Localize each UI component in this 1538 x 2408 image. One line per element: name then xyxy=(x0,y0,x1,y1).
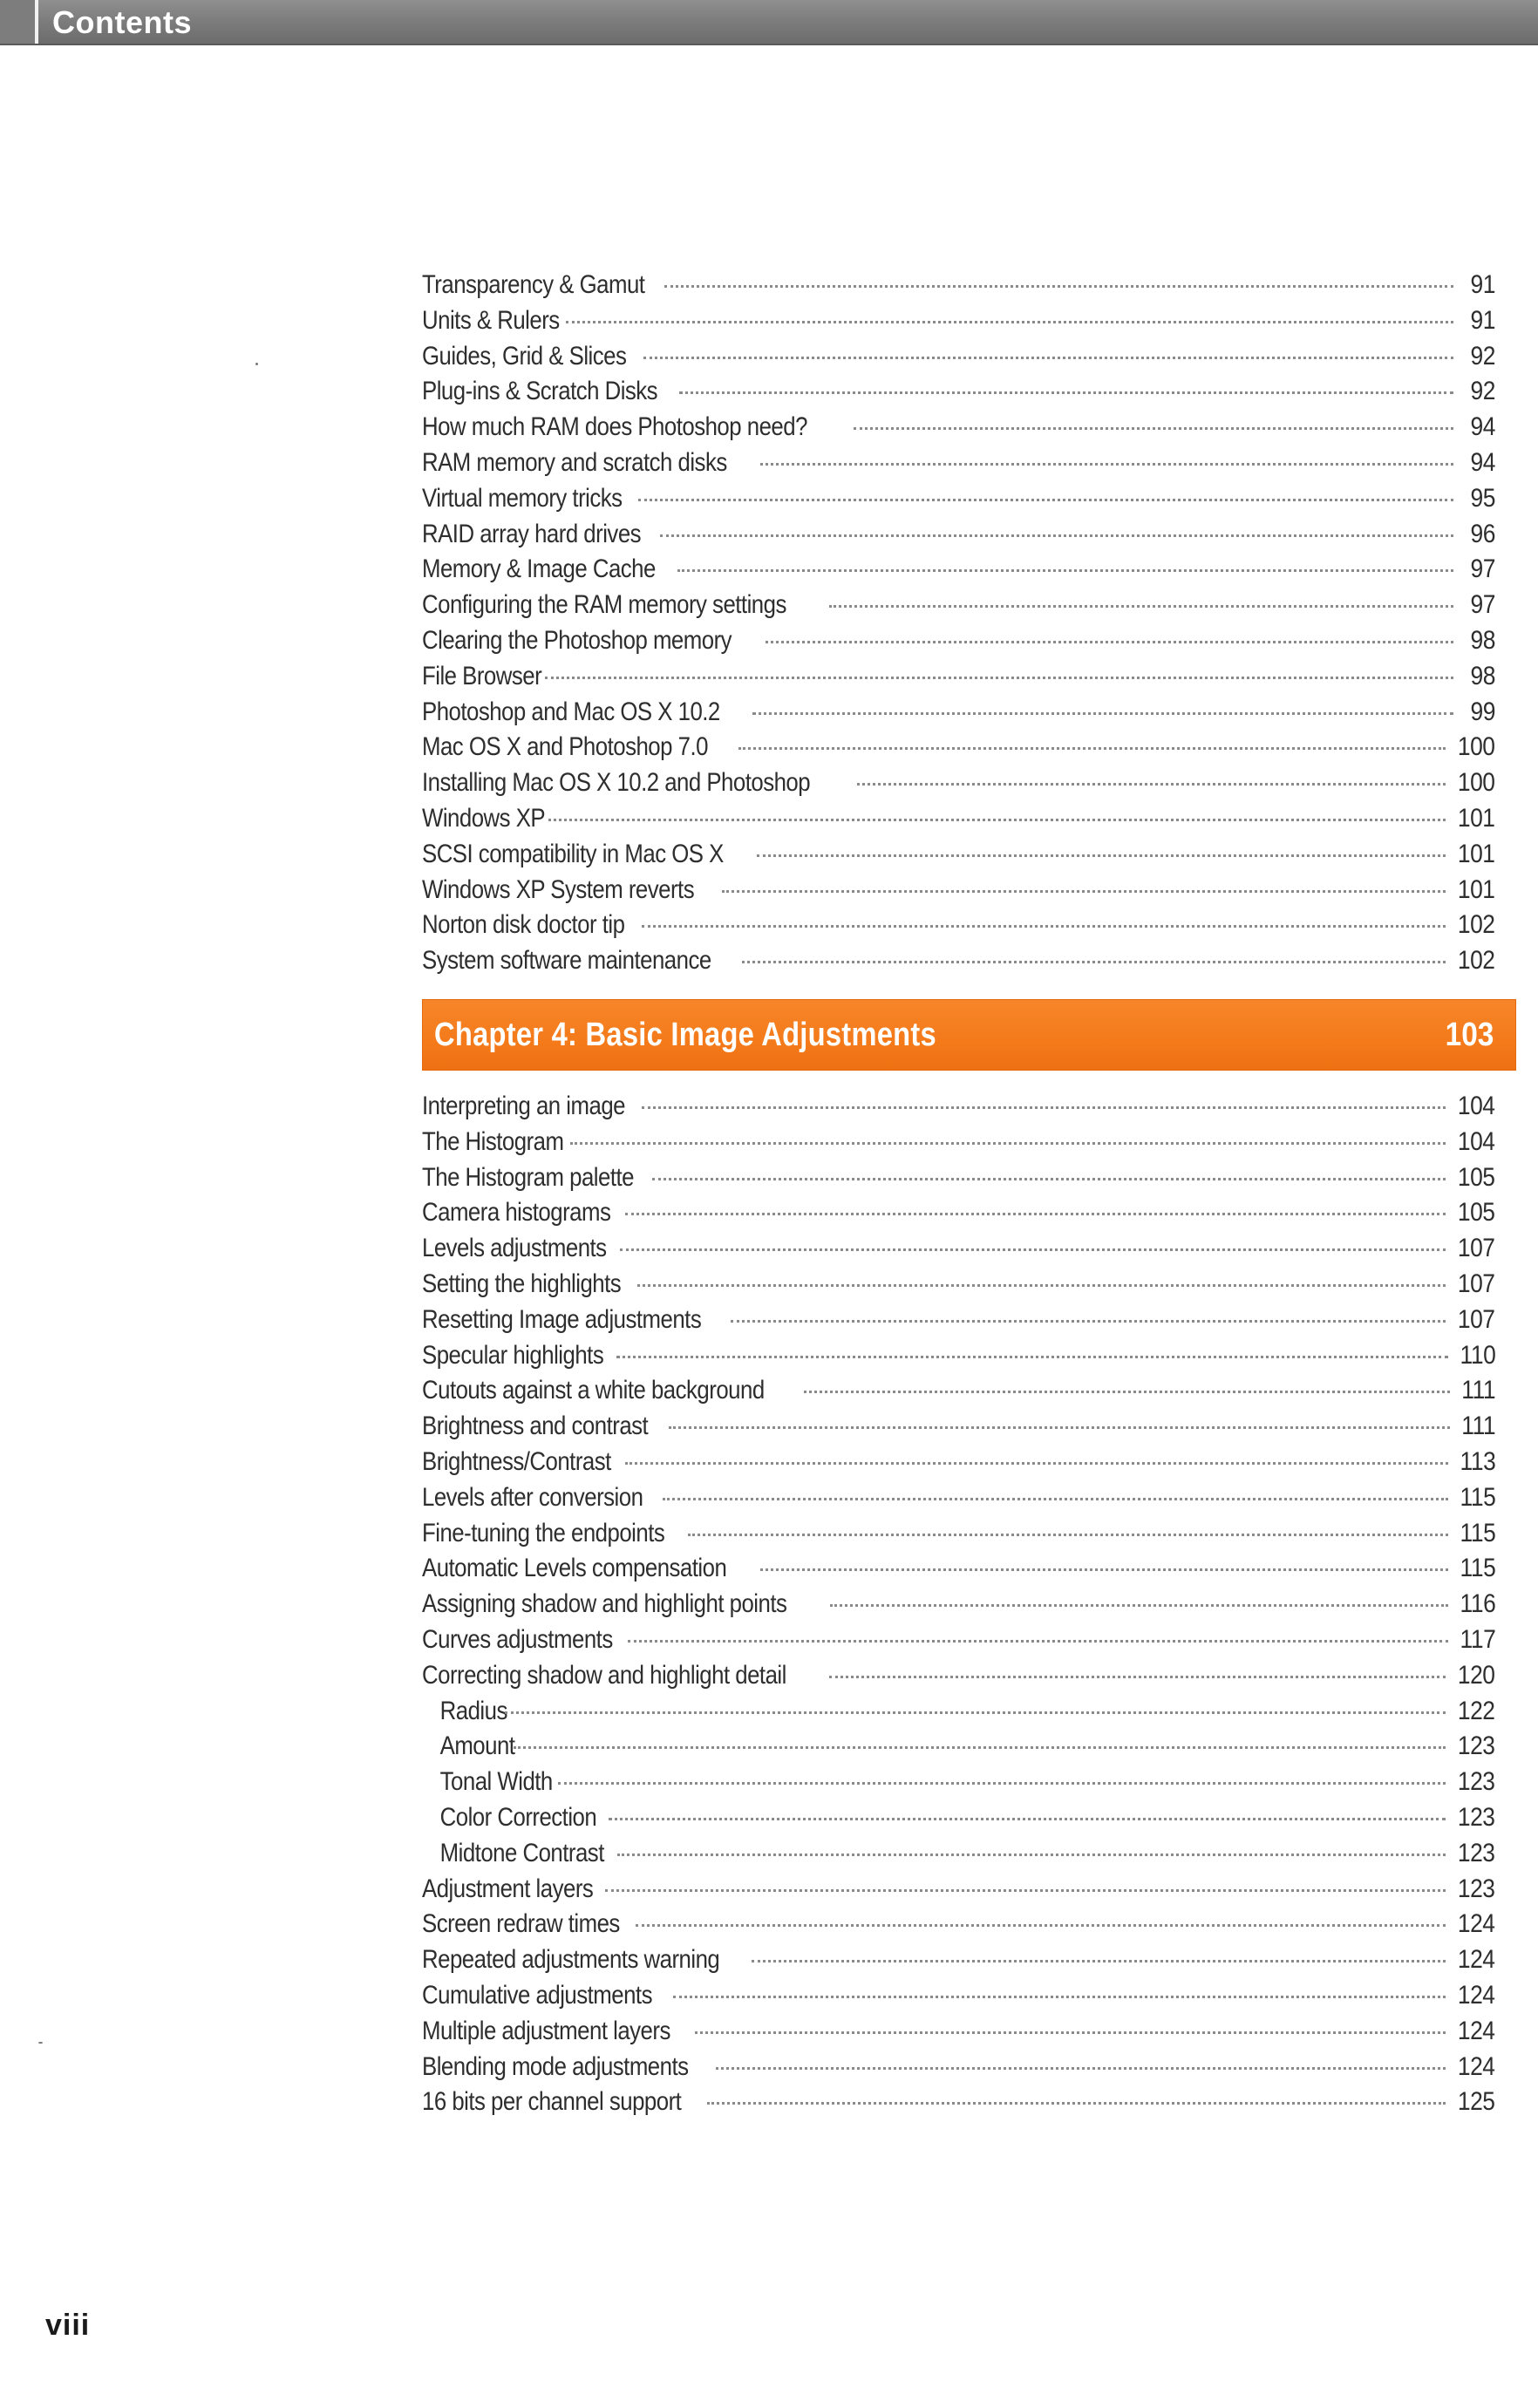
toc-entry-page: 123 xyxy=(1458,1731,1495,1761)
toc-entry[interactable] xyxy=(422,1160,1495,1196)
toc-entry[interactable] xyxy=(422,552,1495,588)
toc-entry-title: Repeated adjustments warning xyxy=(422,1945,720,1975)
toc-entry-page: 92 xyxy=(1470,377,1495,406)
toc-entry-page: 116 xyxy=(1460,1589,1495,1619)
toc-entry-title: How much RAM does Photoshop need? xyxy=(422,412,807,442)
toc-entry[interactable] xyxy=(422,268,1495,303)
toc-entry-title: Levels adjustments xyxy=(422,1234,607,1263)
toc-entry[interactable] xyxy=(422,517,1495,553)
contents-header-bar xyxy=(0,0,1538,45)
toc-entry-page: 104 xyxy=(1458,1092,1495,1120)
toc-entry[interactable] xyxy=(422,1658,1495,1694)
toc-dot-leader xyxy=(677,569,1453,572)
toc-entry-page: 111 xyxy=(1461,1376,1495,1405)
toc-entry-page: 124 xyxy=(1458,1909,1495,1939)
toc-entry-title: Adjustment layers xyxy=(422,1874,594,1903)
toc-entry-title: Curves adjustments xyxy=(422,1624,613,1654)
toc-list-before-chapter xyxy=(422,268,1495,979)
toc-entry-page: 107 xyxy=(1458,1234,1495,1263)
header-title: Contents xyxy=(52,4,192,40)
toc-entry[interactable] xyxy=(422,1409,1495,1445)
toc-entry-page: 107 xyxy=(1458,1269,1495,1298)
toc-entry-title: Setting the highlights xyxy=(422,1269,622,1298)
toc-entry-page: 98 xyxy=(1470,625,1495,655)
toc-entry-title: Plug-ins & Scratch Disks xyxy=(422,377,658,406)
toc-dot-leader xyxy=(738,747,1446,750)
toc-entry-title: Configuring the RAM memory settings xyxy=(422,590,786,620)
toc-entry-title: Windows XP xyxy=(422,803,546,833)
toc-entry[interactable] xyxy=(422,659,1495,695)
toc-entry-page: 101 xyxy=(1458,803,1495,833)
toc-dot-leader xyxy=(742,961,1446,963)
toc-dot-leader xyxy=(660,534,1453,537)
toc-dot-leader xyxy=(752,712,1453,715)
toc-dot-leader xyxy=(707,2102,1446,2105)
toc-entry-title: File Browser xyxy=(422,661,542,690)
toc-entry-title: Radius xyxy=(439,1696,507,1725)
toc-entry[interactable] xyxy=(422,1445,1495,1480)
toc-dot-leader xyxy=(669,1426,1450,1429)
toc-entry-title: Specular highlights xyxy=(422,1340,604,1370)
toc-dot-leader xyxy=(642,925,1446,928)
toc-entry[interactable] xyxy=(422,1480,1495,1516)
toc-entry-title: Brightness/Contrast xyxy=(422,1446,611,1476)
toc-subentry[interactable] xyxy=(422,1836,1495,1872)
toc-entry-page: 124 xyxy=(1458,2016,1495,2045)
toc-entry-title: Norton disk doctor tip xyxy=(422,910,625,940)
toc-entry[interactable] xyxy=(422,1872,1495,1908)
toc-entry-title: Blending mode adjustments xyxy=(422,2051,689,2081)
toc-dot-leader xyxy=(760,1568,1448,1571)
toc-entry-title: Multiple adjustment layers xyxy=(422,2016,670,2045)
chapter-heading-bar[interactable] xyxy=(422,999,1516,1071)
toc-dot-leader xyxy=(673,1996,1446,1998)
toc-entry-title: Guides, Grid & Slices xyxy=(422,341,627,371)
toc-dot-leader xyxy=(548,819,1446,821)
toc-entry[interactable] xyxy=(422,873,1495,908)
toc-entry[interactable] xyxy=(422,1373,1495,1409)
toc-entry-page: 100 xyxy=(1458,768,1495,798)
toc-entry[interactable] xyxy=(422,801,1495,837)
toc-entry[interactable] xyxy=(422,1978,1495,2014)
toc-entry[interactable] xyxy=(422,374,1495,410)
toc-entry[interactable] xyxy=(422,943,1495,979)
toc-dot-leader xyxy=(616,1356,1447,1358)
toc-entry-title: Levels after conversion xyxy=(422,1482,643,1512)
toc-entry-page: 115 xyxy=(1460,1482,1495,1512)
toc-entry-title: 16 bits per channel support xyxy=(422,2087,682,2117)
toc-dot-leader xyxy=(760,463,1453,466)
toc-dot-leader xyxy=(625,1462,1447,1465)
toc-entry-title: Screen redraw times xyxy=(422,1909,620,1939)
toc-entry-title: Photoshop and Mac OS X 10.2 xyxy=(422,697,720,726)
toc-entry-title: The Histogram palette xyxy=(422,1162,634,1192)
toc-entry-title: Windows XP System reverts xyxy=(422,874,695,904)
toc-entry-page: 101 xyxy=(1458,839,1495,868)
toc-entry-page: 99 xyxy=(1470,697,1495,726)
toc-entry-title: System software maintenance xyxy=(422,946,711,976)
toc-entry-page: 91 xyxy=(1470,305,1495,335)
toc-entry[interactable] xyxy=(422,730,1495,765)
toc-dot-leader xyxy=(609,1818,1446,1820)
toc-entry-page: 111 xyxy=(1461,1411,1495,1441)
toc-dot-leader xyxy=(688,1534,1448,1536)
toc-entry-title: Clearing the Photoshop memory xyxy=(422,625,732,655)
toc-list-chapter-4 xyxy=(422,1089,1495,2120)
toc-entry[interactable] xyxy=(422,1195,1495,1231)
toc-entry-page: 102 xyxy=(1458,946,1495,976)
toc-entry-page: 123 xyxy=(1458,1874,1495,1903)
toc-entry[interactable] xyxy=(422,1231,1495,1267)
toc-entry-page: 120 xyxy=(1458,1660,1495,1690)
toc-entry-page: 95 xyxy=(1470,483,1495,513)
toc-entry-title: Color Correction xyxy=(439,1802,597,1832)
toc-dot-leader xyxy=(695,2031,1446,2034)
chapter-title: Chapter 4: Basic Image Adjustments xyxy=(434,1017,936,1053)
toc-entry-title: Automatic Levels compensation xyxy=(422,1554,727,1583)
toc-entry-page: 115 xyxy=(1460,1554,1495,1583)
toc-entry-page: 101 xyxy=(1458,874,1495,904)
toc-entry-page: 122 xyxy=(1458,1696,1495,1725)
toc-dot-leader xyxy=(722,890,1446,893)
toc-entry-page: 124 xyxy=(1458,2051,1495,2081)
toc-dot-leader xyxy=(854,427,1453,430)
toc-entry-page: 96 xyxy=(1470,519,1495,548)
toc-entry[interactable] xyxy=(422,2014,1495,2050)
toc-entry-title: Interpreting an image xyxy=(422,1092,625,1120)
toc-entry-page: 102 xyxy=(1458,910,1495,940)
toc-entry[interactable] xyxy=(422,837,1495,873)
scan-speck xyxy=(255,363,258,365)
toc-dot-leader xyxy=(636,1924,1446,1927)
toc-entry-title: Camera histograms xyxy=(422,1198,611,1228)
toc-entry-title: SCSI compatibility in Mac OS X xyxy=(422,839,724,868)
scan-speck xyxy=(38,2042,43,2044)
toc-entry-title: RAM memory and scratch disks xyxy=(422,447,727,477)
toc-dot-leader xyxy=(637,1284,1446,1287)
toc-entry-page: 123 xyxy=(1458,1838,1495,1867)
toc-subentry[interactable] xyxy=(422,1800,1495,1836)
toc-entry[interactable] xyxy=(422,1622,1495,1658)
toc-dot-leader xyxy=(570,1142,1446,1145)
toc-dot-leader xyxy=(566,321,1453,323)
toc-entry-page: 98 xyxy=(1470,661,1495,690)
toc-dot-leader xyxy=(663,1498,1448,1500)
toc-dot-leader xyxy=(829,1676,1446,1678)
toc-entry-title: RAID array hard drives xyxy=(422,519,642,548)
toc-entry[interactable] xyxy=(422,1516,1495,1552)
toc-entry-page: 115 xyxy=(1460,1518,1495,1548)
toc-entry[interactable] xyxy=(422,1551,1495,1587)
toc-dot-leader xyxy=(857,783,1446,786)
toc-entry-page: 113 xyxy=(1460,1446,1495,1476)
toc-entry[interactable] xyxy=(422,2050,1495,2085)
toc-entry-page: 123 xyxy=(1458,1802,1495,1832)
toc-dot-leader xyxy=(545,677,1453,679)
toc-entry[interactable] xyxy=(422,1587,1495,1622)
toc-entry-page: 104 xyxy=(1458,1126,1495,1156)
header-tab-marker xyxy=(0,0,38,44)
toc-dot-leader xyxy=(731,1320,1446,1323)
toc-entry[interactable] xyxy=(422,1089,1495,1125)
toc-entry-title: Cumulative adjustments xyxy=(422,1980,652,2010)
toc-entry-page: 123 xyxy=(1458,1767,1495,1797)
toc-entry-title: Virtual memory tricks xyxy=(422,483,623,513)
toc-entry[interactable] xyxy=(422,1267,1495,1303)
toc-entry-title: Installing Mac OS X 10.2 and Photoshop xyxy=(422,768,811,798)
chapter-page-number: 103 xyxy=(1445,1017,1494,1053)
toc-entry[interactable] xyxy=(422,1942,1495,1978)
toc-entry-title: Mac OS X and Photoshop 7.0 xyxy=(422,732,708,762)
toc-entry[interactable] xyxy=(422,410,1495,446)
toc-dot-leader xyxy=(514,1746,1446,1749)
toc-entry[interactable] xyxy=(422,588,1495,623)
toc-dot-leader xyxy=(643,357,1453,359)
toc-entry-page: 105 xyxy=(1458,1162,1495,1192)
toc-dot-leader xyxy=(716,2067,1446,2070)
toc-dot-leader xyxy=(830,1604,1448,1607)
page-folio: viii xyxy=(45,2309,91,2342)
toc-entry-title: Brightness and contrast xyxy=(422,1411,649,1441)
toc-dot-leader xyxy=(679,391,1453,394)
toc-dot-leader xyxy=(625,1213,1446,1215)
toc-dot-leader xyxy=(620,1248,1446,1251)
toc-entry[interactable] xyxy=(422,908,1495,943)
toc-entry-title: Assigning shadow and highlight points xyxy=(422,1589,787,1619)
toc-entry-title: Fine-tuning the endpoints xyxy=(422,1518,665,1548)
toc-entry-page: 124 xyxy=(1458,1945,1495,1975)
toc-entry-page: 97 xyxy=(1470,590,1495,620)
toc-entry[interactable] xyxy=(422,695,1495,731)
toc-entry-title: Amount xyxy=(439,1731,515,1761)
toc-dot-leader xyxy=(642,1106,1446,1109)
toc-entry[interactable] xyxy=(422,481,1495,517)
toc-dot-leader xyxy=(829,605,1453,608)
toc-entry[interactable] xyxy=(422,1338,1495,1374)
toc-entry-page: 110 xyxy=(1460,1340,1495,1370)
toc-entry[interactable] xyxy=(422,623,1495,659)
toc-entry-title: Cutouts against a white background xyxy=(422,1376,765,1405)
toc-entry-page: 94 xyxy=(1470,447,1495,477)
toc-entry[interactable] xyxy=(422,765,1495,801)
toc-entry-title: Memory & Image Cache xyxy=(422,554,656,584)
toc-dot-leader xyxy=(752,1960,1446,1962)
toc-entry-title: Tonal Width xyxy=(439,1767,553,1797)
toc-entry-page: 105 xyxy=(1458,1198,1495,1228)
toc-entry-title: Correcting shadow and highlight detail xyxy=(422,1660,786,1690)
toc-entry-page: 100 xyxy=(1458,732,1495,762)
toc-entry-page: 117 xyxy=(1460,1624,1495,1654)
toc-entry-page: 92 xyxy=(1470,341,1495,371)
toc-entry-title: Transparency & Gamut xyxy=(422,270,645,299)
toc-entry-page: 107 xyxy=(1458,1304,1495,1334)
toc-dot-leader xyxy=(617,1854,1446,1856)
toc-entry[interactable] xyxy=(422,2085,1495,2120)
toc-dot-leader xyxy=(605,1889,1446,1892)
toc-entry-page: 124 xyxy=(1458,1980,1495,2010)
toc-entry-page: 97 xyxy=(1470,554,1495,584)
toc-subentry[interactable] xyxy=(422,1765,1495,1800)
toc-entry[interactable] xyxy=(422,339,1495,375)
toc-entry[interactable] xyxy=(422,303,1495,339)
toc-dot-leader xyxy=(638,499,1453,501)
toc-dot-leader xyxy=(505,1711,1446,1714)
toc-entry[interactable] xyxy=(422,1907,1495,1942)
toc-entry-page: 125 xyxy=(1458,2087,1495,2117)
toc-dot-leader xyxy=(757,854,1446,857)
toc-dot-leader xyxy=(766,641,1453,643)
toc-entry-page: 94 xyxy=(1470,412,1495,442)
toc-entry[interactable] xyxy=(422,1303,1495,1338)
toc-dot-leader xyxy=(664,285,1453,288)
toc-entry-page: 91 xyxy=(1470,270,1495,299)
toc-dot-leader xyxy=(628,1640,1448,1643)
toc-entry-title: Midtone Contrast xyxy=(439,1838,604,1867)
toc-entry-title: The Histogram xyxy=(422,1126,564,1156)
toc-entry-title: Units & Rulers xyxy=(422,305,560,335)
toc-entry[interactable] xyxy=(422,446,1495,481)
toc-dot-leader xyxy=(804,1391,1450,1393)
toc-entry[interactable] xyxy=(422,1125,1495,1160)
toc-subentry[interactable] xyxy=(422,1729,1495,1765)
toc-subentry[interactable] xyxy=(422,1694,1495,1730)
toc-dot-leader xyxy=(558,1782,1446,1785)
toc-entry-title: Resetting Image adjustments xyxy=(422,1304,702,1334)
toc-dot-leader xyxy=(652,1178,1446,1180)
